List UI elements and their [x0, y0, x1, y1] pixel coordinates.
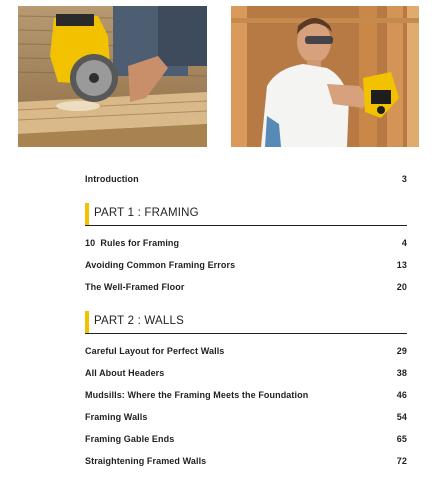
toc-entry-page: 38 [396, 368, 407, 378]
toc-entry-page: 3 [401, 174, 407, 184]
power-planer-photo [231, 6, 419, 147]
toc-entry-framing-errors[interactable] [85, 258, 407, 272]
part-heading-label: PART 1 : FRAMING [94, 207, 199, 219]
toc-entry-title: Careful Layout for Perfect Walls [85, 346, 225, 356]
toc-entry-title: The Well-Framed Floor [85, 282, 185, 292]
toc-entry-title: Straightening Framed Walls [85, 456, 207, 466]
toc-entry-title: Avoiding Common Framing Errors [85, 260, 236, 270]
toc-entry-page: 54 [396, 412, 407, 422]
circular-saw-photo [18, 6, 207, 147]
part-1-heading [85, 203, 407, 226]
toc-entry-rules-for-framing[interactable] [85, 236, 407, 250]
toc-entry-title: 10 Rules for Framing [85, 238, 180, 248]
toc-entry-page: 72 [396, 456, 407, 466]
accent-bar [85, 203, 89, 225]
toc-entry-title: Mudsills: Where the Framing Meets the Foundation [85, 390, 309, 400]
power-planer-photo-illustration [231, 6, 419, 147]
toc-entry-well-framed-floor[interactable] [85, 280, 407, 294]
toc-entry-title: Introduction [85, 174, 139, 184]
toc-entry-gable-ends[interactable] [85, 432, 407, 446]
circular-saw-photo-illustration [18, 6, 207, 147]
toc-entry-page: 13 [396, 260, 407, 270]
toc-entry-page: 46 [396, 390, 407, 400]
part-heading-label: PART 2 : WALLS [94, 315, 184, 327]
toc-entry-introduction[interactable] [85, 172, 407, 186]
toc-entry-page: 20 [396, 282, 407, 292]
part-2-heading [85, 311, 407, 334]
toc-entry-page: 29 [396, 346, 407, 356]
toc-entry-title: Framing Gable Ends [85, 434, 175, 444]
toc-entry-page: 65 [396, 434, 407, 444]
toc-entry-straightening-walls[interactable] [85, 454, 407, 468]
toc-entry-mudsills[interactable] [85, 388, 407, 402]
toc-entry-title: All About Headers [85, 368, 165, 378]
toc-entry-title: Framing Walls [85, 412, 148, 422]
toc-entry-framing-walls[interactable] [85, 410, 407, 424]
toc-entry-headers[interactable] [85, 366, 407, 380]
accent-bar [85, 311, 89, 333]
toc-entry-careful-layout[interactable] [85, 344, 407, 358]
toc-entry-page: 4 [401, 238, 407, 248]
